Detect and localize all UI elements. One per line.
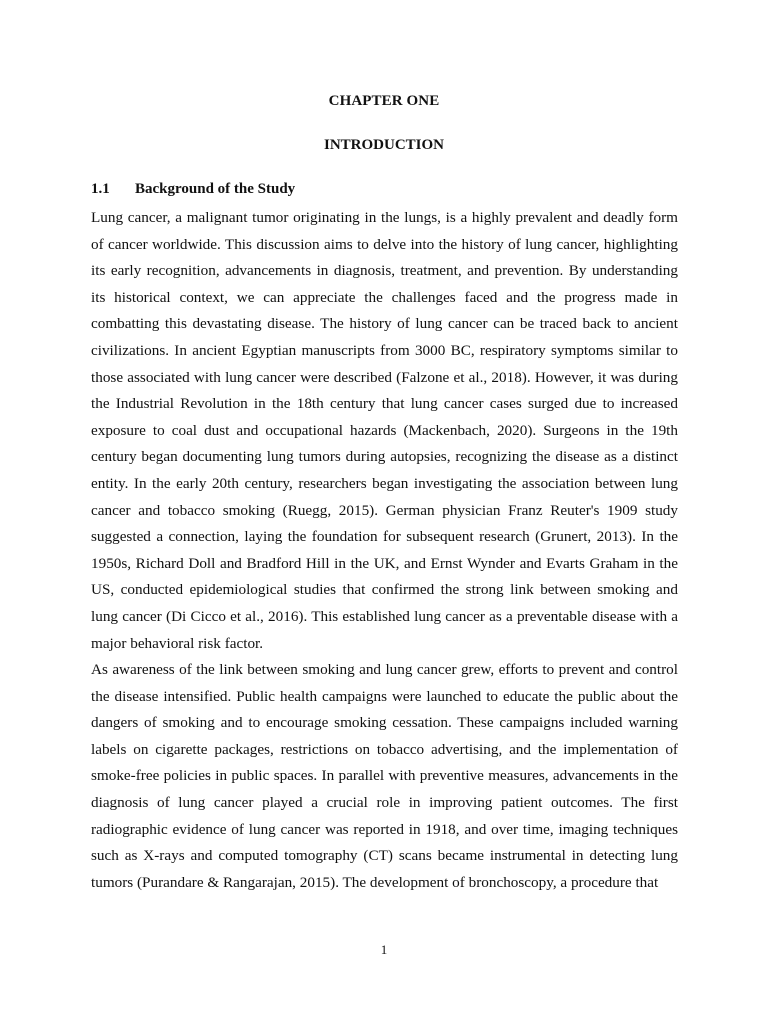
paragraph: As awareness of the link between smoking and lung cancer grew, efforts to prevent and control the disease intensified. Public health campaigns were launched to educate the public about the dangers of smoking and to encourage smoking cessation. These campaigns included warning labels on cigarette packages, restrictions on tobacco advertising, and the implementation of smoke-free policies in public spaces. In parallel with preventive measures, advancements in the diagnosis of lung cancer played a crucial role in improving patient outcomes. The first radiographic evidence of lung cancer was reported in 1918, and over time, imaging techniques such as X-rays and computed tomography (CT) scans became instrumental in detecting lung tumors (Purandare & Rangarajan, 2015). The development of bronchoscopy, a procedure that	[91, 661, 678, 891]
page-number: 1	[380, 942, 388, 957]
body-text	[91, 205, 678, 896]
section-number: 1.1	[91, 181, 110, 197]
section-heading	[91, 181, 295, 198]
paragraph: Lung cancer, a malignant tumor originating in the lungs, is a highly prevalent and deadly form of cancer worldwide. This discussion aims to delve into the history of lung cancer, highlighting its early recognition, advancements in diagnosis, treatment, and prevention. By understanding its historical context, we can appreciate the challenges faced and the progress made in combatting this devastating disease. The history of lung cancer can be traced back to ancient civilizations. In ancient Egyptian manuscripts from 3000 BC, respiratory symptoms similar to those associated with lung cancer were described (Falzone et al., 2018). However, it was during the Industrial Revolution in the 18th century that lung cancer cases surged due to increased exposure to coal dust and occupational hazards (Mackenbach, 2020). Surgeons in the 19th century began documenting lung tumors during autopsies, recognizing the disease as a distinct entity. In the early 20th century, researchers began investigating the association between lung cancer and tobacco smoking (Ruegg, 2015). German physician Franz Reuter's 1909 study suggested a connection, laying the foundation for subsequent research (Grunert, 2013). In the 1950s, Richard Doll and Bradford Hill in the UK, and Ernst Wynder and Evarts Graham in the US, conducted epidemiological studies that confirmed the strong link between smoking and lung cancer (Di Cicco et al., 2016). This established lung cancer as a preventable disease with a major behavioral risk factor.	[91, 209, 678, 652]
section-title: Background of the Study	[135, 181, 296, 197]
chapter-title: CHAPTER ONE	[328, 93, 440, 109]
chapter-subtitle: INTRODUCTION	[323, 137, 444, 153]
